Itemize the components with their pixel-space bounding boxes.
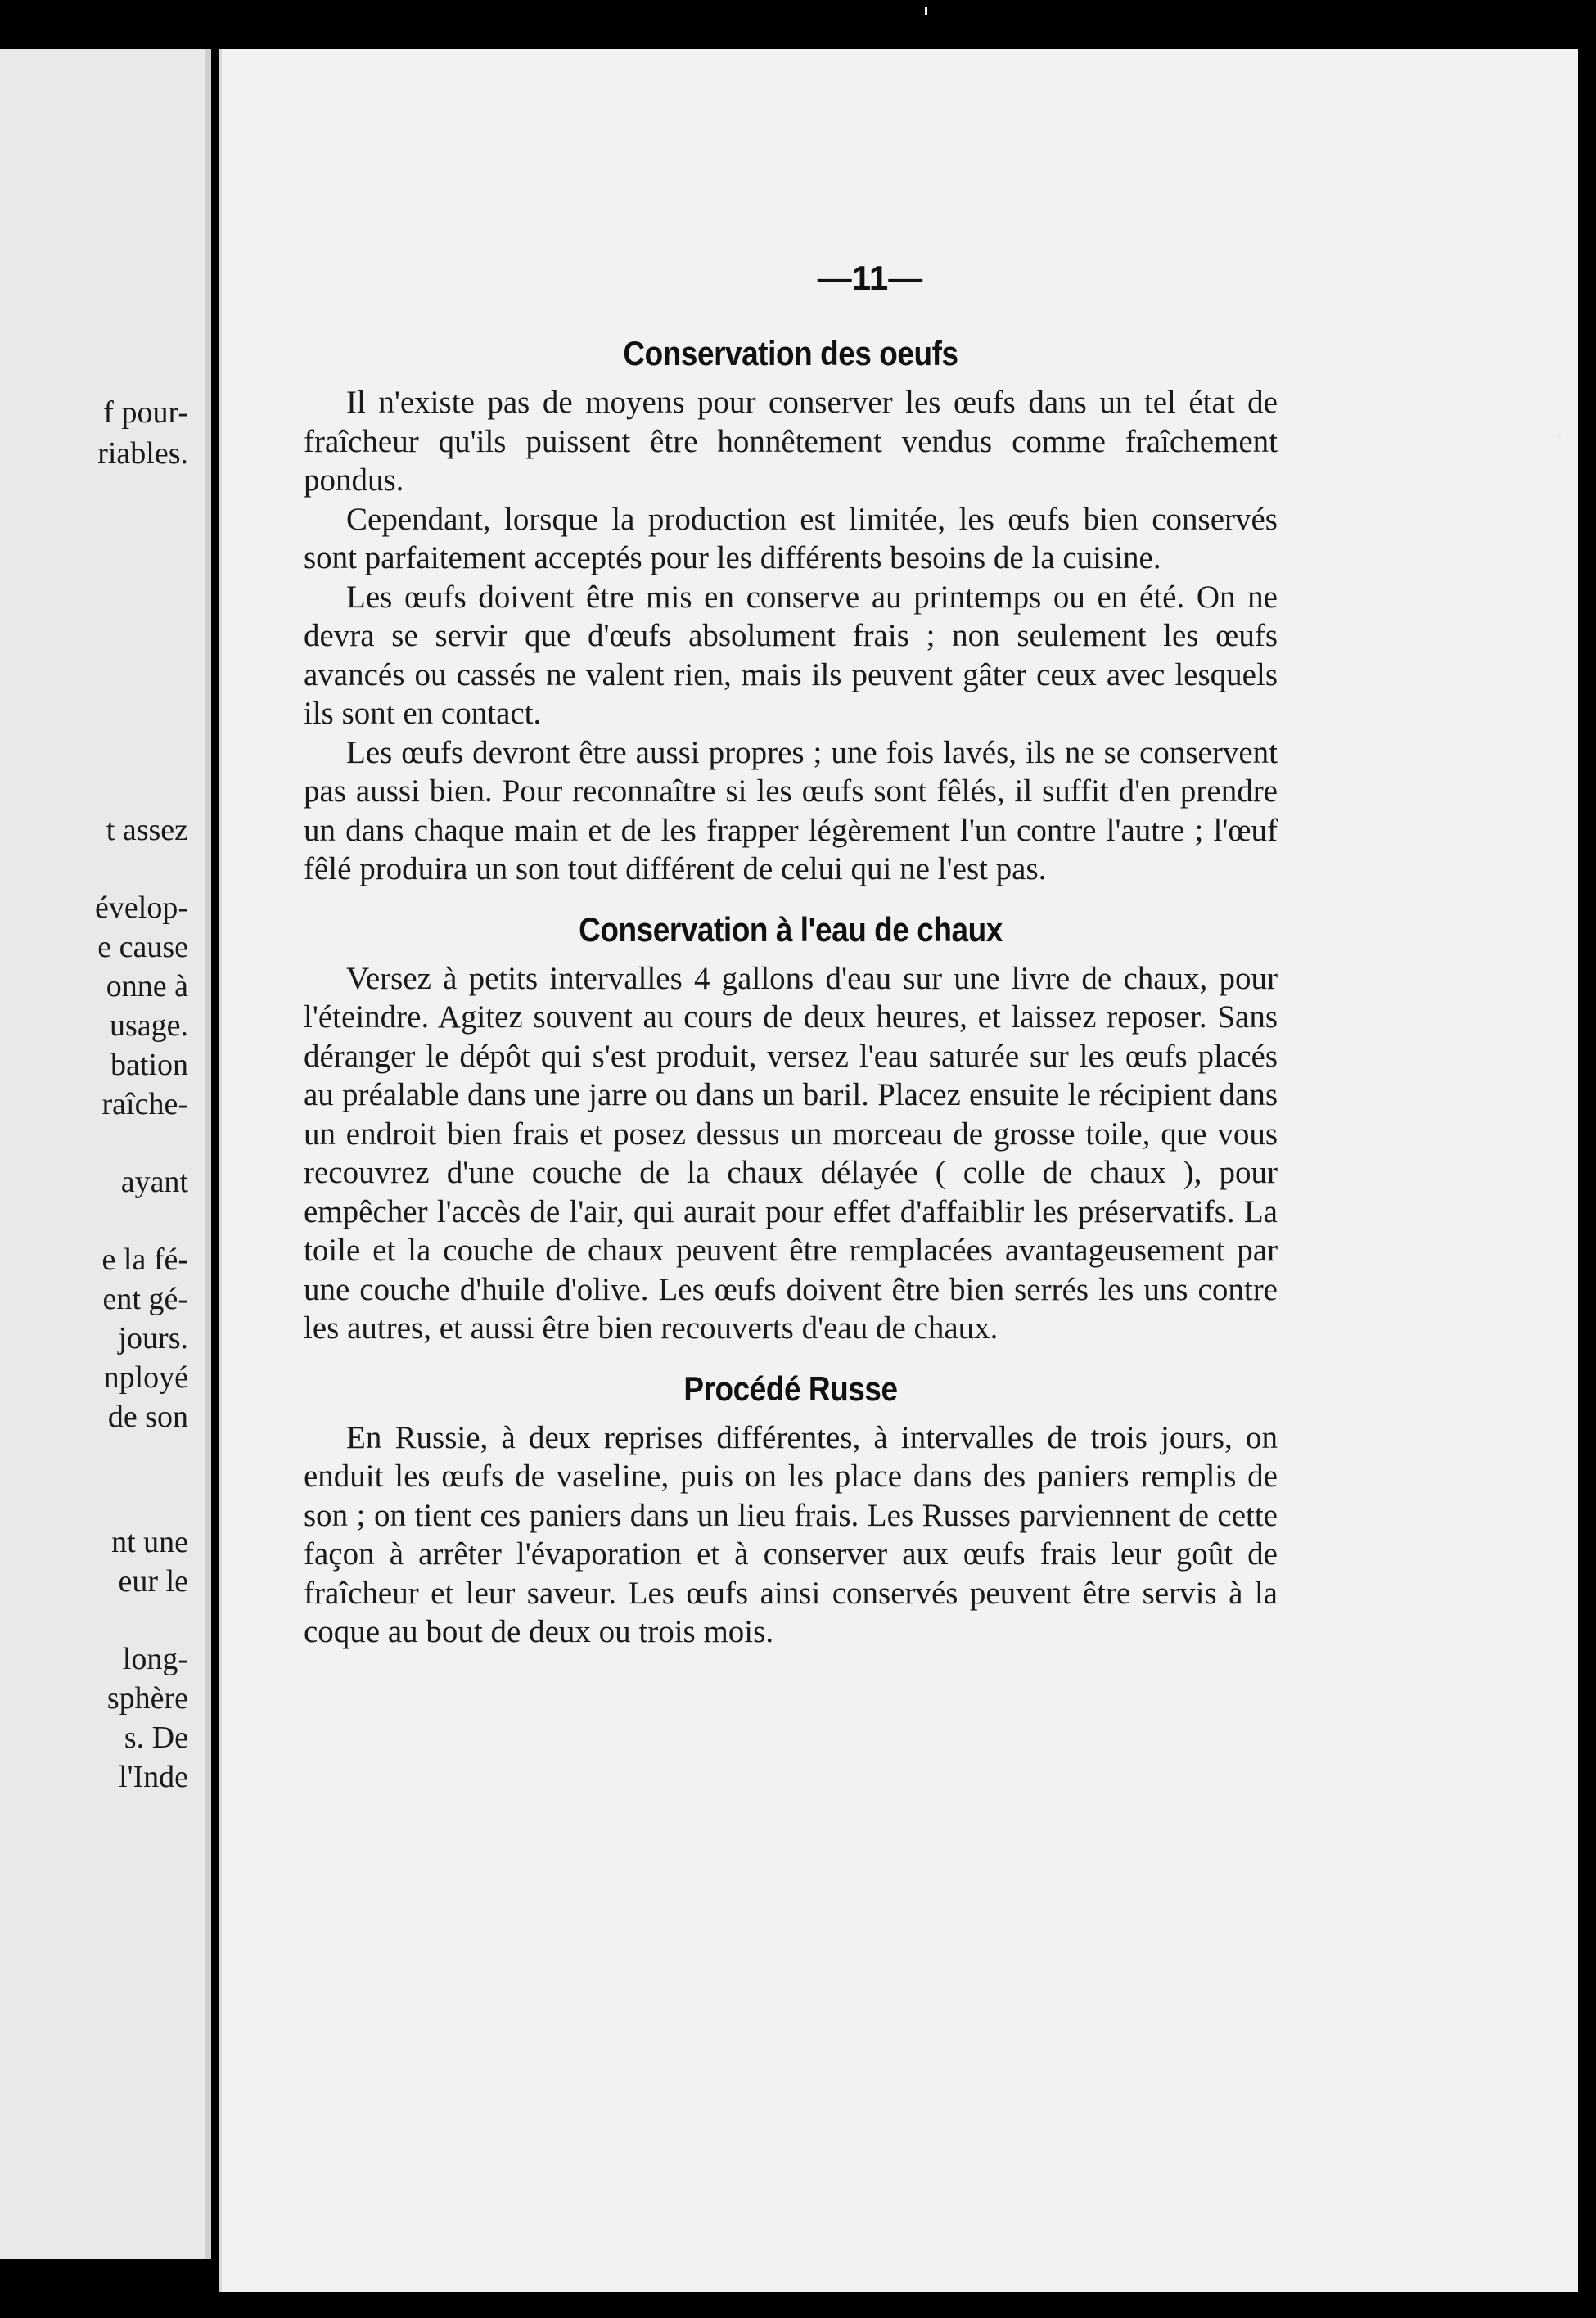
section-conservation-eau-de-chaux [304,910,1278,1348]
left-page-line: long- [122,1642,188,1676]
left-page-line: f pour- [103,395,188,430]
section-heading: Conservation à l'eau de chaux [579,909,1003,949]
left-page-line: usage. [109,1008,188,1043]
previous-page-edge [0,49,211,2259]
left-page-line: eur le [118,1564,188,1599]
section-heading: Procédé Russe [683,1369,898,1408]
left-page-line: e cause [97,930,188,964]
left-page-line: t assez [106,813,188,847]
left-page-line: évelop- [95,891,188,925]
left-page-line: sphère [106,1681,188,1716]
paragraph: Cependant, lorsque la production est limitée, les œufs bien conservés sont parfaitement acceptés pour les différents besoins de la cuisine. [304,501,1278,575]
page-number: —11— [817,259,923,297]
left-page-line: de son [107,1400,188,1434]
left-page-line: ent gé- [102,1282,188,1316]
left-page-line: bation [110,1048,188,1082]
section-conservation-des-oeufs [304,334,1278,889]
left-page-line: ayant [120,1165,188,1199]
left-page-line: riables. [97,436,188,471]
page-body [304,334,1278,1652]
left-page-line: nployé [103,1360,188,1395]
scan-speck [925,7,927,15]
left-page-line: raîche- [101,1087,188,1121]
left-page-line: onne à [106,969,188,1003]
left-page-line: l'Inde [119,1760,188,1794]
section-heading: Conservation des oeufs [623,334,958,372]
section-procede-russe [304,1369,1278,1652]
paragraph: Versez à petits intervalles 4 gallons d'eau sur une livre de chaux, pour l'éteindre. Agitez souvent au cours de deux heures, et laissez reposer. Sans déranger le dépôt qui s'est produit, versez l'eau saturée sur les œufs placés au préalable dans une jarre ou dans un baril. Placez ensuite le récipient dans un endroit bien frais et posez dessus un morceau de grosse toile, que vous recouvrez d'une couche de la chaux délayée ( colle de chaux ), pour empêcher l'accès de l'air, qui aurait pour effet d'affaiblir les préservatifs. La toile et la couche de chaux peuvent être remplacées avantageusement par une couche d'huile d'olive. Les œufs doivent être bien serrés les uns contre les autres, et aussi être bien recouverts d'eau de chaux. [304,960,1278,1346]
paragraph: Les œufs devront être aussi propres ; une fois lavés, ils ne se conservent pas aussi bien. Pour reconnaître si les œufs sont fêlés, il suffit d'en prendre un dans chaque main et de les frapper légèrement l'un contre l'autre ; l'œuf fêlé produira un son tout différent de celui qui ne l'est pas. [304,734,1278,886]
left-page-line: jours. [118,1321,188,1355]
paragraph: Il n'existe pas de moyens pour conserver les œufs dans un tel état de fraîcheur qu'ils puissent être honnêtement vendus comme fraîchement pondus. [304,385,1278,498]
left-page-line: nt une [111,1525,188,1559]
left-page-line: e la fé- [101,1242,188,1277]
left-page-line: s. De [124,1720,188,1755]
paragraph: En Russie, à deux reprises différentes, à intervalles de trois jours, on enduit les œufs de vaseline, puis on les place dans des paniers remplis de son ; on tient ces paniers dans un lieu frais. Les Russes parviennent de cette façon à arrêter l'évaporation et à conserver aux œufs frais leur goût de fraîcheur et leur saveur. Les œufs ainsi conservés peuvent être servis à la coque au bout de deux ou trois mois. [304,1419,1278,1649]
scan-speck [1557,434,1562,439]
current-page [219,49,1578,2292]
paragraph: Les œufs doivent être mis en conserve au printemps ou en été. On ne devra se servir que d'œufs absolument frais ; non seulement les œufs avancés ou cassés ne valent rien, mais ils peuvent gâter ceux avec lesquels ils sont en contact. [304,579,1278,731]
